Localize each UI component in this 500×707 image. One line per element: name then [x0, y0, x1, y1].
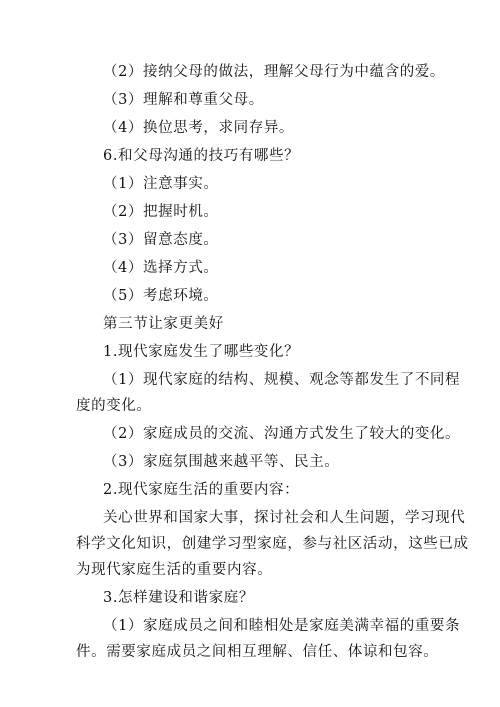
text-line-7: （3）留意态度。 — [103, 232, 219, 248]
question-heading-3: 3.怎样建设和谐家庭？ — [103, 590, 254, 606]
text-line-21: （1）家庭成员之间和睦相处是家庭美满幸福的重要条 — [103, 618, 461, 634]
text-line-19: 为现代家庭生活的重要内容。 — [76, 562, 273, 578]
text-line-18: 科学文化知识，创建学习型家庭，参与社区活动，这些已成 — [76, 536, 469, 552]
text-line-3: （4）换位思考，求同存异。 — [103, 120, 295, 136]
question-heading-6: 6.和父母沟通的技巧有哪些？ — [103, 148, 300, 164]
text-line-9: （5）考虑环境。 — [103, 288, 219, 304]
text-line-13: 度的变化。 — [76, 398, 152, 414]
question-heading-2: 2.现代家庭生活的重要内容： — [103, 482, 300, 498]
text-line-15: （3）家庭氛围越来越平等、民主。 — [103, 454, 340, 470]
text-line-14: （2）家庭成员的交流、沟通方式发生了较大的变化。 — [103, 426, 461, 442]
text-line-2: （3）理解和尊重父母。 — [103, 92, 264, 108]
text-line-6: （2）把握时机。 — [103, 204, 219, 220]
text-line-8: （4）选择方式。 — [103, 260, 219, 276]
question-heading-1: 1.现代家庭发生了哪些变化？ — [103, 344, 300, 360]
section-heading: 第三节让家更美好 — [103, 316, 224, 332]
text-line-1: （2）接纳父母的做法，理解父母行为中蕴含的爱。 — [103, 64, 446, 80]
text-line-5: （1）注意事实。 — [103, 176, 219, 192]
text-line-17: 关心世界和国家大事，探讨社会和人生问题，学习现代 — [103, 510, 466, 526]
text-line-12: （1）现代家庭的结构、规模、观念等都发生了不同程 — [103, 372, 461, 388]
text-line-22: 件。需要家庭成员之间相互理解、信任、体谅和包容。 — [76, 644, 439, 660]
